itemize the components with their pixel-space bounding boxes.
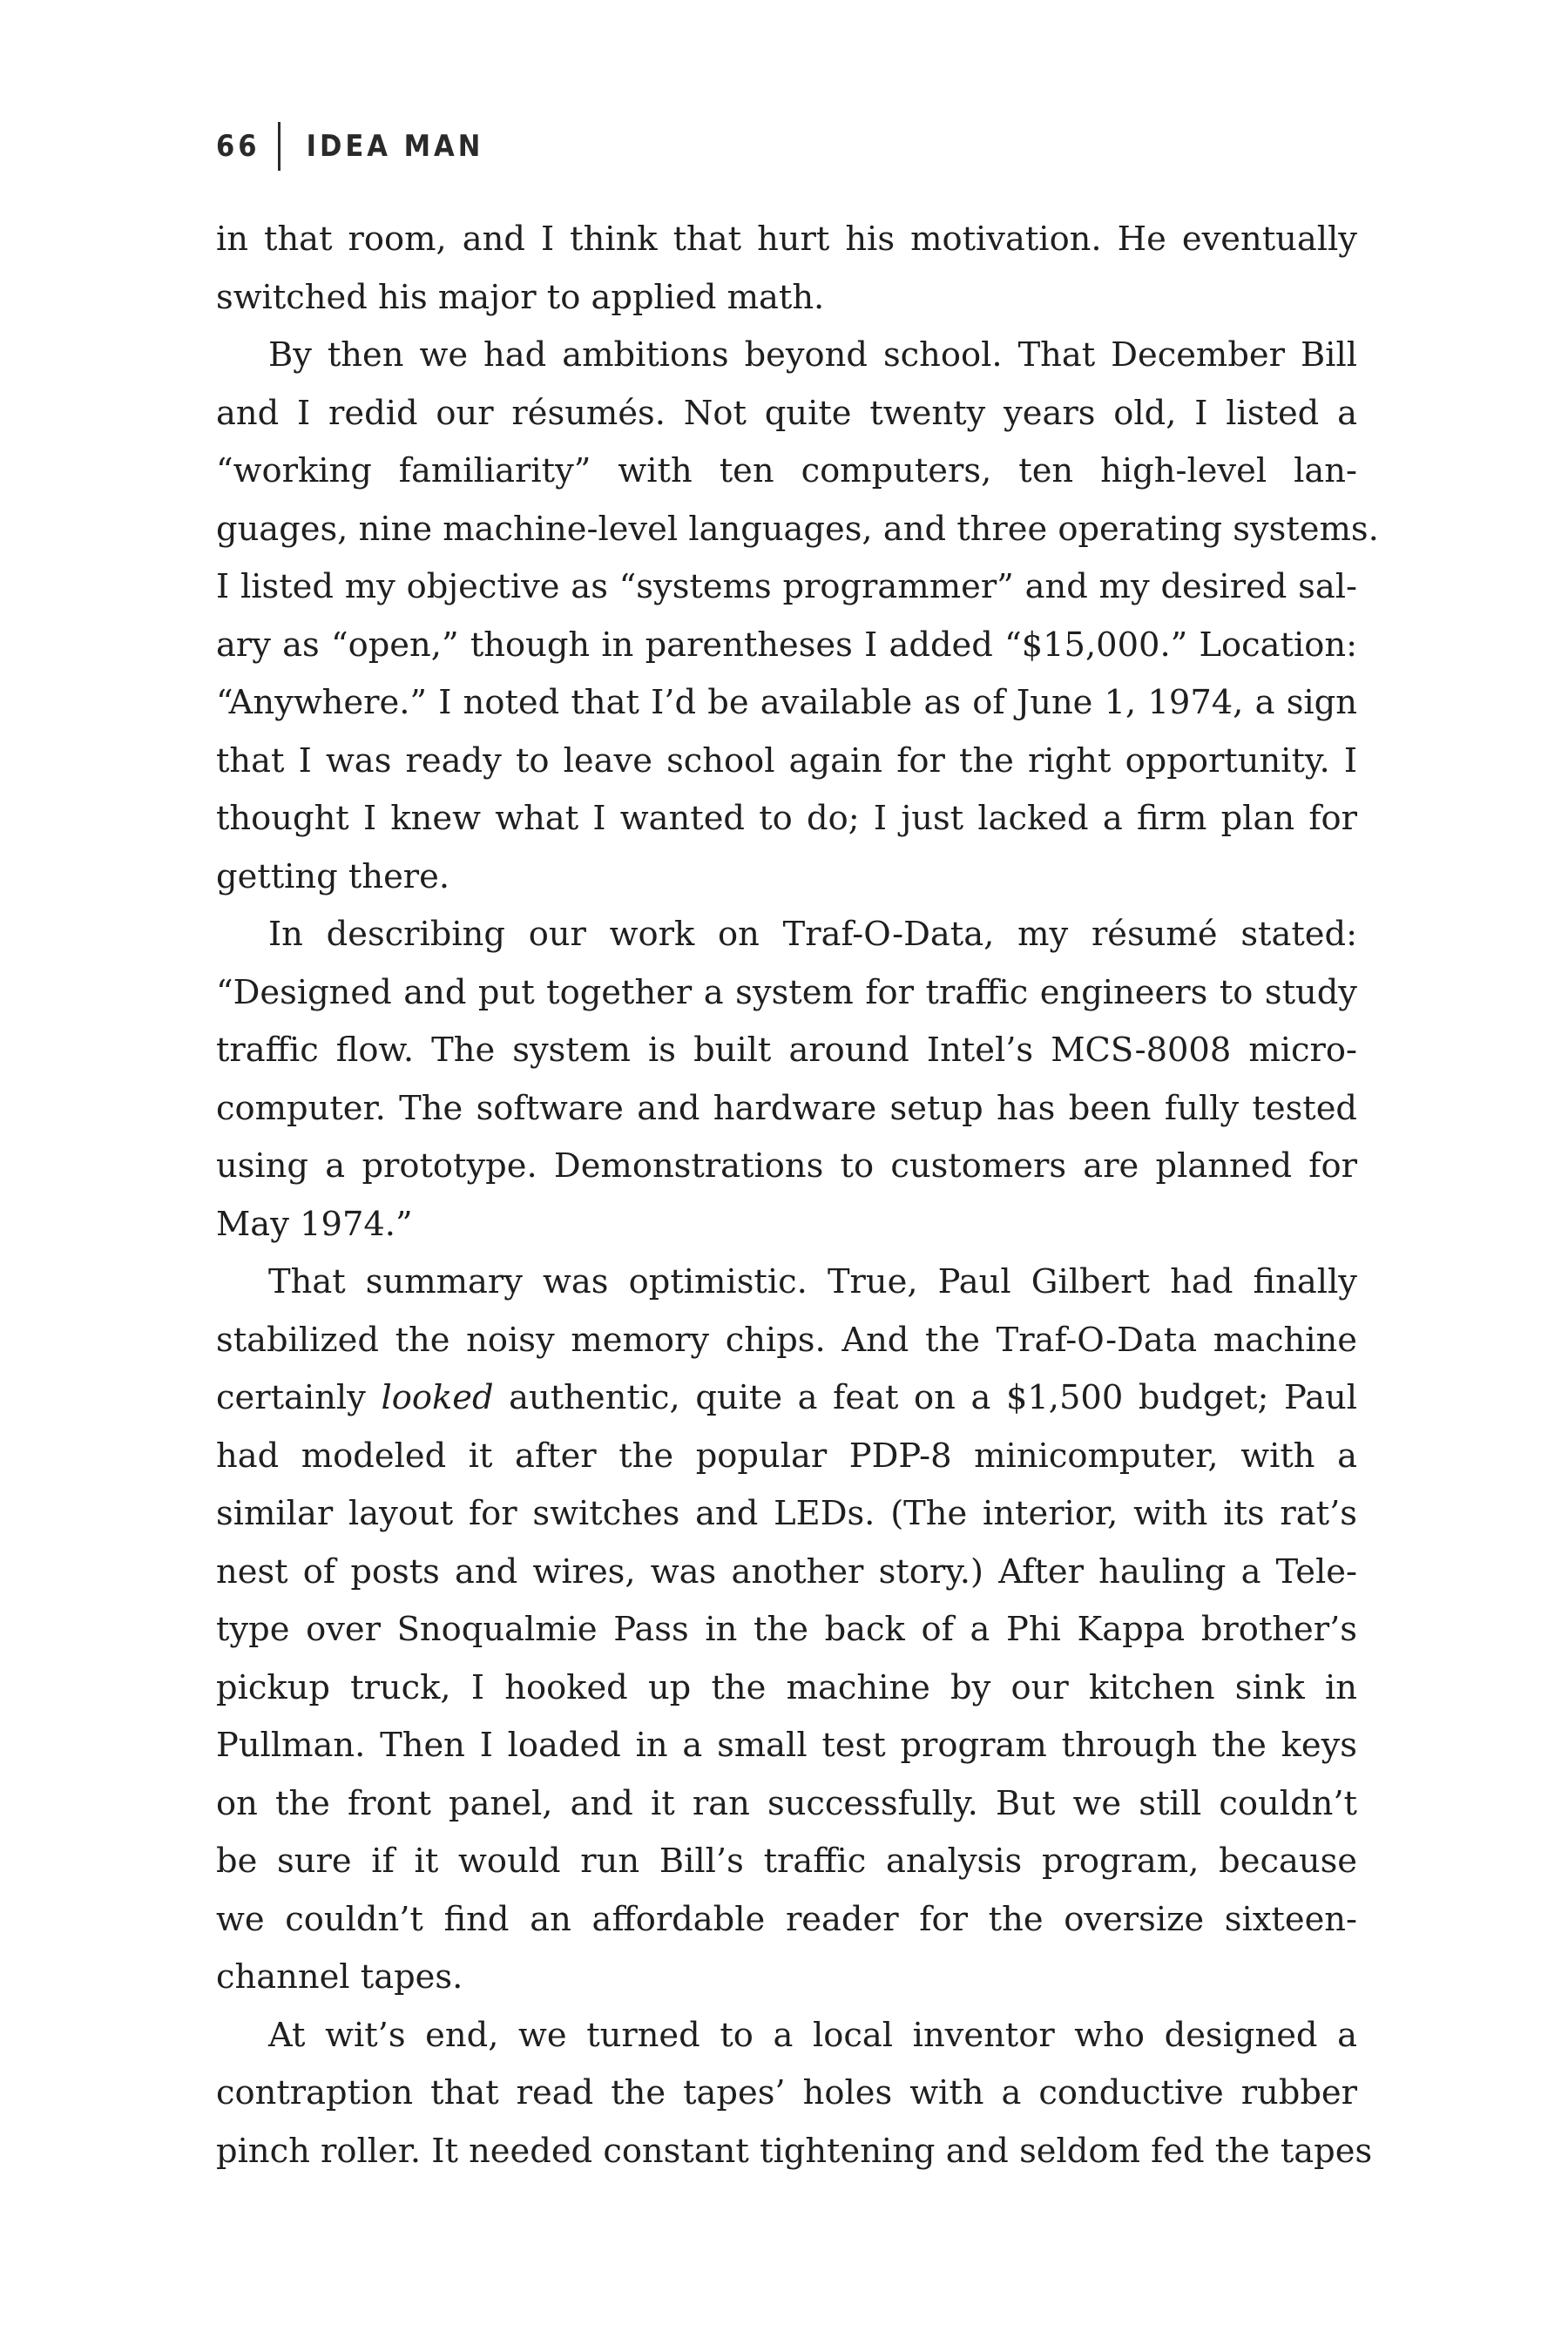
text-line: “Anywhere.” I noted that I’d be available as of June 1, 1974, a sign (216, 683, 1357, 722)
text-line: switched his major to applied math. (216, 277, 825, 317)
text-line: had modeled it after the popular PDP-8 minicomputer, with a (216, 1436, 1357, 1476)
text-line: we couldn’t find an affordable reader for the oversize sixteen- (216, 1899, 1357, 1939)
text-line: pickup truck, I hooked up the machine by our kitchen sink in (216, 1667, 1357, 1707)
text-line: type over Snoqualmie Pass in the back of a Phi Kappa brother’s (216, 1610, 1357, 1649)
text-line: Pullman. Then I loaded in a small test program through the keys (216, 1726, 1357, 1765)
text-line: “Designed and put together a system for traffic engineers to study (216, 972, 1357, 1012)
text-line: At wit’s end, we turned to a local inventor who designed a (268, 2015, 1357, 2055)
text-line: computer. The software and hardware setup has been fully tested (216, 1088, 1357, 1128)
page-number: 66 (216, 129, 260, 164)
book-title: IDEA MAN (306, 129, 484, 164)
text-line: using a prototype. Demonstrations to customers are planned for (216, 1146, 1357, 1186)
text-line (216, 1369, 1357, 1428)
running-head (216, 122, 483, 171)
text-line: guages, nine machine-level languages, and three operating systems. (216, 509, 1379, 549)
text-line: on the front panel, and it ran successfully. But we still couldn’t (216, 1783, 1357, 1823)
text-line: in that room, and I think that hurt his motivation. He eventually (216, 220, 1357, 259)
header-divider (278, 122, 280, 171)
text-line: that I was ready to leave school again for the right opportunity. I (216, 740, 1357, 781)
text-line: That summary was optimistic. True, Paul Gilbert had finally (268, 1262, 1357, 1301)
text-line: and I redid our résumés. Not quite twenty years old, I listed a (216, 393, 1357, 433)
text-line: ary as “open,” though in parentheses I added “$15,000.” Location: (216, 625, 1357, 665)
text-line: traffic flow. The system is built around Intel’s MCS-8008 micro- (216, 1031, 1357, 1070)
text-line: nest of posts and wires, was another story.) After hauling a Tele- (216, 1551, 1357, 1592)
italic-emphasis: looked (381, 1378, 494, 1417)
text-line: getting there. (216, 856, 450, 896)
text-line: In describing our work on Traf-O-Data, my résumé stated: (268, 915, 1357, 954)
text-segment: authentic, quite a feat on a $1,500 budget; Paul (493, 1378, 1357, 1417)
text-segment: certainly (216, 1378, 382, 1417)
text-line: “working familiarity” with ten computers, ten high-level lan- (216, 451, 1357, 490)
text-line: I listed my objective as “systems programmer” and my desired sal- (216, 567, 1357, 606)
text-line: contraption that read the tapes’ holes with a conductive rubber (216, 2073, 1357, 2112)
text-line: pinch roller. It needed constant tightening and seldom fed the tapes (216, 2131, 1373, 2171)
body-text (216, 211, 1379, 2180)
text-line: channel tapes. (216, 1957, 463, 1997)
text-line: similar layout for switches and LEDs. (The interior, with its rat’s (216, 1494, 1357, 1533)
text-line: stabilized the noisy memory chips. And the Traf-O-Data machine (216, 1320, 1357, 1360)
text-line: be sure if it would run Bill’s traffic analysis program, because (216, 1842, 1357, 1881)
text-line: By then we had ambitions beyond school. That December Bill (268, 335, 1357, 375)
text-line: May 1974.” (216, 1204, 413, 1244)
text-line: thought I knew what I wanted to do; I just lacked a firm plan for (216, 799, 1357, 838)
